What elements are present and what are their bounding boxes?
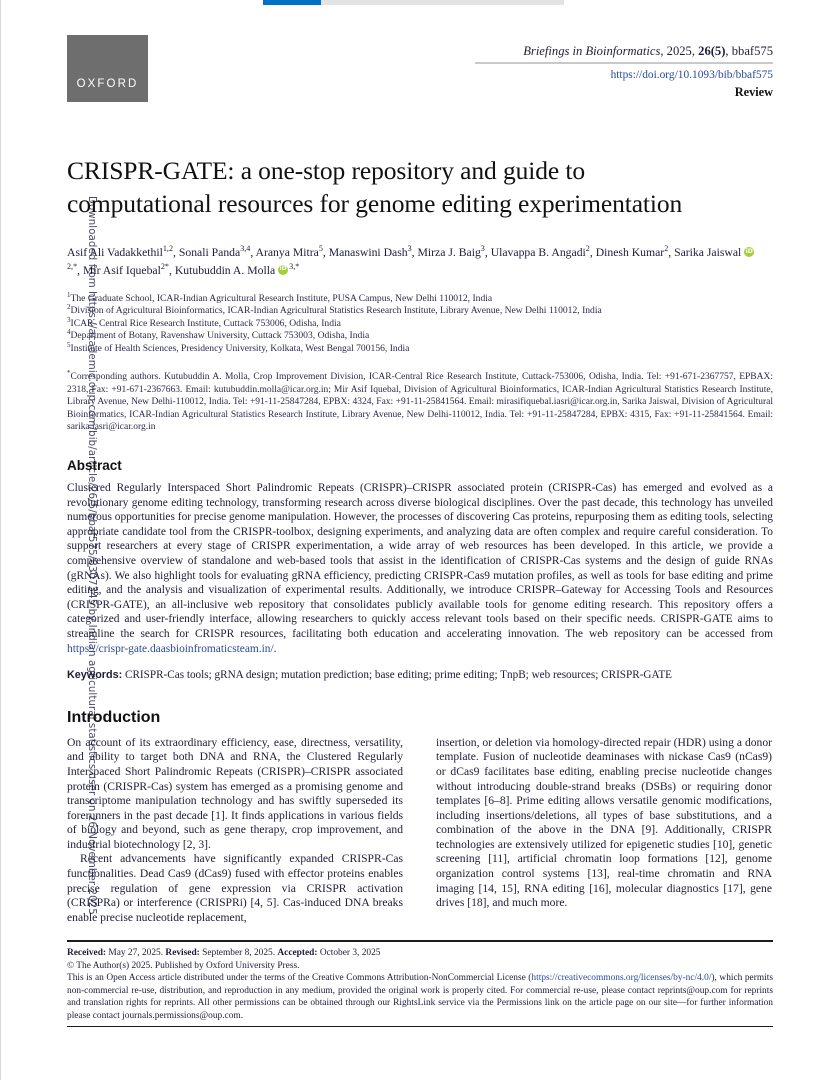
- introduction-columns: [67, 736, 773, 926]
- author-name: Sarika Jaiswal: [674, 246, 742, 259]
- author-entry: [491, 246, 596, 259]
- author-separator: ,: [668, 246, 675, 259]
- abstract-text-tail: .: [273, 642, 277, 655]
- author-separator: ,: [411, 246, 418, 259]
- received-value: May 27, 2025.: [106, 948, 166, 958]
- affiliation-number: 4: [67, 328, 71, 337]
- affiliation-number: 5: [67, 340, 71, 349]
- received-label: Received:: [67, 948, 107, 958]
- author-name: Aranya Mitra: [255, 246, 319, 259]
- author-name: Asif Ali Vadakkethil: [67, 246, 163, 259]
- accepted-value: October 3, 2025: [317, 948, 381, 958]
- author-name: Kutubuddin A. Molla: [174, 263, 276, 277]
- author-affiliation-marker: 2: [585, 244, 590, 254]
- download-provenance-note: Downloaded from https://academic.oup.com/bib/article/26/5/bbaf575/8307345 by Indian agricultural statistics user on 26 November 2025: [86, 196, 97, 915]
- author-entry: [329, 246, 418, 259]
- author-entry: [596, 246, 674, 259]
- affiliation-text: Institute of Health Sciences, Presidency University, Kolkata, West Bengal 700156, India: [70, 342, 410, 354]
- oxford-logo-text: OXFORD: [76, 78, 139, 90]
- header-divider: [475, 62, 773, 64]
- author-affiliation-marker: 2,*: [67, 261, 78, 271]
- affiliation-text: Department of Botany, Ravenshaw University, Cuttack 753003, Odisha, India: [70, 330, 370, 342]
- asterisk-marker: *: [67, 368, 71, 377]
- corresponding-author-text: Corresponding authors. Kutubuddin A. Molla, Crop Improvement Division, ICAR-Central Rice Research Institute, Cuttack-753006, Odisha, India. Tel: +91-671-2367757, EPBAX: 2318, Fax: +91-671-2367663. Email: kutubuddin.molla@icar.org.in; Mir Asif Iquebal, Division of Agricultural Bioinformatics, ICAR-Indian Agricultural Statistics Research Institute, Library Avenue, New Delhi-110012, India. Tel: +91-11-25847284, EPBX: 4324, Fax: +91-11-25841564. Email: mirasifiquebal.iasri@icar.org.in, Sarika Jaiswal, Division of Agricultural Bioinformatics, ICAR-Indian Agricultural Statistics Research Institute, Library Avenue, New Delhi-110012, India. Tel: +91-11-25847284, EPBX: 4315, Fax: +91-11-25841564. Email: sarika.iasri@icar.org.in: [67, 372, 773, 433]
- affiliation-item: [67, 305, 773, 317]
- footer-bottom-divider: [67, 1026, 773, 1027]
- keywords-line: [67, 668, 773, 683]
- affiliation-number: 3: [67, 315, 71, 324]
- author-entry: [418, 246, 491, 259]
- accepted-label: Accepted:: [277, 948, 318, 958]
- license-text-before: This is an Open Access article distributed under the terms of the Creative Commons Attribution-NonCommercial License (: [67, 973, 532, 984]
- introduction-paragraph: insertion, or deletion via homology-directed repair (HDR) using a donor template. Fusion of nucleotide deaminases with nickase Cas9 (nCas9) or dCas9 facilitates base editing, enabling precise nucleotide changes without introducing double-strand breaks (DSBs) or requiring donor templates [6–8]. Prime editing allows versatile genomic modifications, including insertions/deletions, all types of base substitutions, and a combination of the above in the DNA [9]. Additionally, CRISPR technologies are extensively utilized for epigenetic studies [10], genetic screening [11], artificial chromatin loop formations [12], genome organization control systems [13], real-time chromatin and RNA imaging [14, 15], RNA editing [16], molecular diagnostics [17], gene drives [18], and much more.: [436, 735, 772, 910]
- author-separator: ,: [173, 246, 179, 259]
- revised-label: Revised:: [165, 948, 200, 958]
- affiliation-item: [67, 330, 773, 342]
- author-name: Ulavappa B. Angadi: [490, 246, 586, 259]
- author-separator: ,: [589, 246, 596, 259]
- oxford-university-press-logo: [67, 35, 148, 102]
- author-affiliation-marker: 1,2: [162, 244, 173, 254]
- article-sheet: [67, 0, 773, 1080]
- affiliation-list: [67, 290, 773, 355]
- abstract-body: [67, 481, 773, 656]
- author-name: Sonali Panda: [178, 246, 241, 259]
- author-separator: ,: [77, 263, 83, 277]
- revised-value: September 8, 2025.: [199, 948, 278, 958]
- abstract-heading: Abstract: [67, 458, 122, 473]
- introduction-column-left: [67, 736, 403, 926]
- affiliation-text: The Graduate School, ICAR-Indian Agricultural Research Institute, PUSA Campus, New Delhi 110012, India: [70, 293, 493, 304]
- orcid-icon[interactable]: [744, 247, 754, 257]
- doi-link[interactable]: https://doi.org/10.1093/bib/bbaf575: [610, 69, 773, 82]
- author-entry: [82, 261, 175, 277]
- author-affiliation-marker: 2: [664, 244, 669, 254]
- affiliation-item: [67, 290, 773, 305]
- abstract-text-main: Clustered Regularly Interspaced Short Palindromic Repeats (CRISPR)–CRISPR associated protein (CRISPR-Cas) has emerged and evolved as a revolutionary genome editing technology, transforming research across diverse biological disciplines. Over the past decade, this technology has unveiled numerous opportunities for precise genome manipulation. However, the processes of discovering Cas proteins, repurposing them as editing tools, selecting appropriate candidate tool from the CRISPR-toolbox, designing experiments, and analyzing data are often complex and require careful consideration. To support researchers at every stage of CRISPR experimentation, a wide array of web resources has been developed. In this article, we provide a comprehensive overview of standalone and web-based tools that assist in the identification of CRISPR-Cas systems and the design of guide RNAs (gRNAs). We also highlight tools for evaluating gRNA efficiency, predicting CRISPR-Cas9 mutation profiles, as well as tools for base editing and prime editing, and the analysis and visualization of experimental results. Additionally, we introduce CRISPR–Gateway for Accessing Tools and Resources (CRISPR-GATE), an all-inclusive web repository that consolidates publicly available tools for genome editing research. This repository offers a categorized and user-friendly interface, allowing researchers to quickly access relevant tools based on their specific needs. CRISPR-GATE aims to streamline the search for CRISPR resources, facilitating both education and accelerating innovation. The web repository can be accessed from: [67, 482, 773, 640]
- article-footer: [67, 947, 773, 1023]
- affiliation-text: Division of Agricultural Bioinformatics, ICAR-Indian Agricultural Statistics Research Institute, Library Avenue, New Delhi 110012, India: [70, 305, 602, 317]
- article-header: [67, 0, 773, 112]
- author-name: Manaswini Dash: [328, 246, 408, 259]
- author-name: Dinesh Kumar: [595, 246, 665, 259]
- repository-url-link[interactable]: https://crispr-gate.daasbioinfromaticsteam.in/: [67, 642, 274, 655]
- introduction-paragraph: Recent advancements have significantly expanded CRISPR-Cas functionalities. Dead Cas9 (dCas9) fused with effector proteins enables precise regulation of gene expression via CRISPR activation (CRISPRa) or interference (CRISPRi) [4, 5]. Cas-induced DNA breaks enable precise nucleotide replacement,: [67, 852, 403, 924]
- affiliation-item: [67, 315, 773, 330]
- affiliation-number: 2: [67, 303, 71, 312]
- author-affiliation-marker: 5: [318, 244, 323, 254]
- journal-citation: [313, 44, 773, 59]
- author-name: Mir Asif Iquebal: [82, 263, 161, 277]
- author-separator: ,: [250, 246, 256, 259]
- author-affiliation-marker: 3,*: [289, 261, 300, 271]
- journal-citation-block: [313, 44, 773, 100]
- author-name: Mirza J. Baig: [417, 246, 481, 259]
- creative-commons-license-link[interactable]: https://creativecommons.org/licenses/by-nc/4.0/: [531, 973, 712, 984]
- corresponding-author-note: [67, 368, 773, 434]
- affiliation-number: 1: [67, 290, 71, 299]
- affiliation-item: [67, 340, 773, 355]
- article-title: CRISPR-GATE: a one-stop repository and guide to computational resources for genome editing experimentation: [67, 156, 683, 218]
- author-list: [67, 244, 767, 279]
- author-separator: ,: [484, 246, 491, 259]
- publication-dates: [67, 947, 773, 960]
- journal-year: , 2025,: [660, 44, 699, 58]
- keywords-label: Keywords:: [67, 669, 123, 682]
- author-affiliation-marker: 3: [407, 244, 412, 254]
- author-entry: [179, 246, 256, 259]
- author-affiliation-marker: 3,4: [240, 244, 251, 254]
- affiliation-text: ICAR- Central Rice Research Institute, Cuttack 753006, Odisha, India: [70, 317, 341, 329]
- article-type-label: Review: [734, 85, 773, 100]
- author-entry: [256, 246, 329, 259]
- journal-volume-issue: 26(5): [698, 44, 726, 58]
- journal-name: Briefings in Bioinformatics: [523, 44, 661, 58]
- footer-top-divider: [67, 940, 773, 942]
- license-paragraph: [67, 972, 773, 1022]
- author-separator: ,: [322, 246, 329, 259]
- author-affiliation-marker: 3: [480, 244, 485, 254]
- copyright-line: © The Author(s) 2025. Published by Oxford University Press.: [67, 960, 300, 971]
- author-entry: [67, 246, 179, 259]
- journal-article-id: , bbaf575: [725, 44, 773, 58]
- orcid-icon[interactable]: [278, 265, 288, 275]
- introduction-heading: Introduction: [67, 708, 161, 726]
- keywords-value: CRISPR-Cas tools; gRNA design; mutation prediction; base editing; prime editing; TnpB; web resources; CRISPR-GATE: [122, 669, 673, 682]
- introduction-column-right: [436, 736, 772, 926]
- author-entry: [174, 261, 300, 277]
- author-affiliation-marker: 2*: [160, 261, 169, 271]
- author-separator: ,: [168, 263, 175, 277]
- license-text-after: ), which permits non-commercial re-use, distribution, and reproduction in any medium, provided the original work is properly cited. For commercial re-use, please contact reprints@oup.com for reprints and translation rights for reprints. All other permissions can be obtained through our RightsLink service via the Permissions link on the article page on our site—for further information please contact journals.permissions@oup.com.: [67, 973, 773, 1021]
- introduction-paragraph: On account of its extraordinary efficiency, ease, directness, versatility, and ability to target both DNA and RNA, the Clustered Regularly Interspaced Short Palindromic Repeats (CRISPR)–CRISPR associated protein (CRISPR-Cas) system has emerged as a promising genome and transcriptome manipulation technology and has swiftly superseded its forerunners in the past decade [1]. It finds applications in various fields of biology and beyond, such as gene therapy, crop improvement, and industrial biotechnology [2, 3].: [67, 735, 403, 851]
